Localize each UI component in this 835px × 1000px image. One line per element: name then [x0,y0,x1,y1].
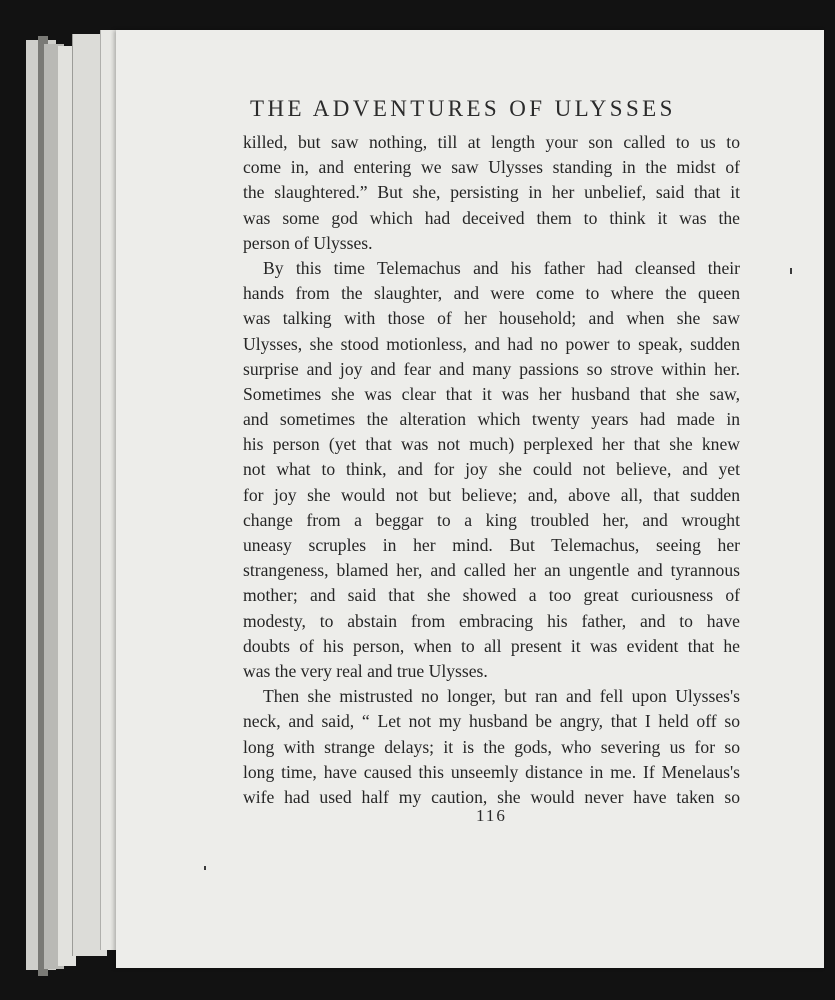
text-line: person of Ulysses. [243,232,373,253]
text-line: strangeness, blamed her, and called her an ungentle and tyrannous [243,560,740,581]
text-line: hands from the slaughter, and were come to where the queen [243,283,740,304]
text-line: modesty, to abstain from embracing his father, and to have [243,610,740,631]
text-line: Ulysses, she stood motionless, and had no power to speak, sudden [243,333,740,354]
body-text [243,130,740,810]
text-line: and sometimes the alteration which twenty years had made in [243,409,740,430]
text-line: not what to think, and for joy she could not believe, and yet [243,459,740,480]
running-head: THE ADVENTURES OF ULYSSES [250,96,676,121]
text-line: long time, have caused this unseemly distance in me. If Menelaus's [243,761,740,782]
page-speck [204,866,206,870]
text-line: doubts of his person, when to all present it was evident that he [243,635,740,656]
text-line: was the very real and true Ulysses. [243,660,488,681]
text-line: long with strange delays; it is the gods, who severing us for so [243,736,740,757]
text-line: uneasy scruples in her mind. But Telemachus, seeing her [243,535,740,555]
text-line: By this time Telemachus and his father had cleansed their [263,257,740,278]
text-line: his person (yet that was not much) perplexed her that she knew [243,434,740,455]
text-line: come in, and entering we saw Ulysses standing in the midst of [243,157,740,178]
page-number: 116 [476,806,507,825]
page-speck [790,268,792,274]
text-line: neck, and said, “ Let not my husband be angry, that I held off so [243,711,740,732]
text-line: for joy she would not but believe; and, above all, that sudden [243,484,740,505]
text-line: killed, but saw nothing, till at length your son called to us to [243,132,740,152]
text-line: the slaughtered.” But she, persisting in her unbelief, said that it [243,182,740,203]
text-line: Sometimes she was clear that it was her husband that she saw, [243,383,740,404]
text-line: mother; and said that she showed a too great curiousness of [243,585,740,606]
text-line: was some god which had deceived them to think it was the [243,207,740,228]
text-line: wife had used half my caution, she would never have taken so [243,786,740,807]
text-line: change from a beggar to a king troubled her, and wrought [243,509,740,530]
text-line: surprise and joy and fear and many passions so strove within her. [243,358,740,379]
text-line: Then she mistrusted no longer, but ran and fell upon Ulysses's [263,686,740,707]
text-line: was talking with those of her household; and when she saw [243,308,740,329]
